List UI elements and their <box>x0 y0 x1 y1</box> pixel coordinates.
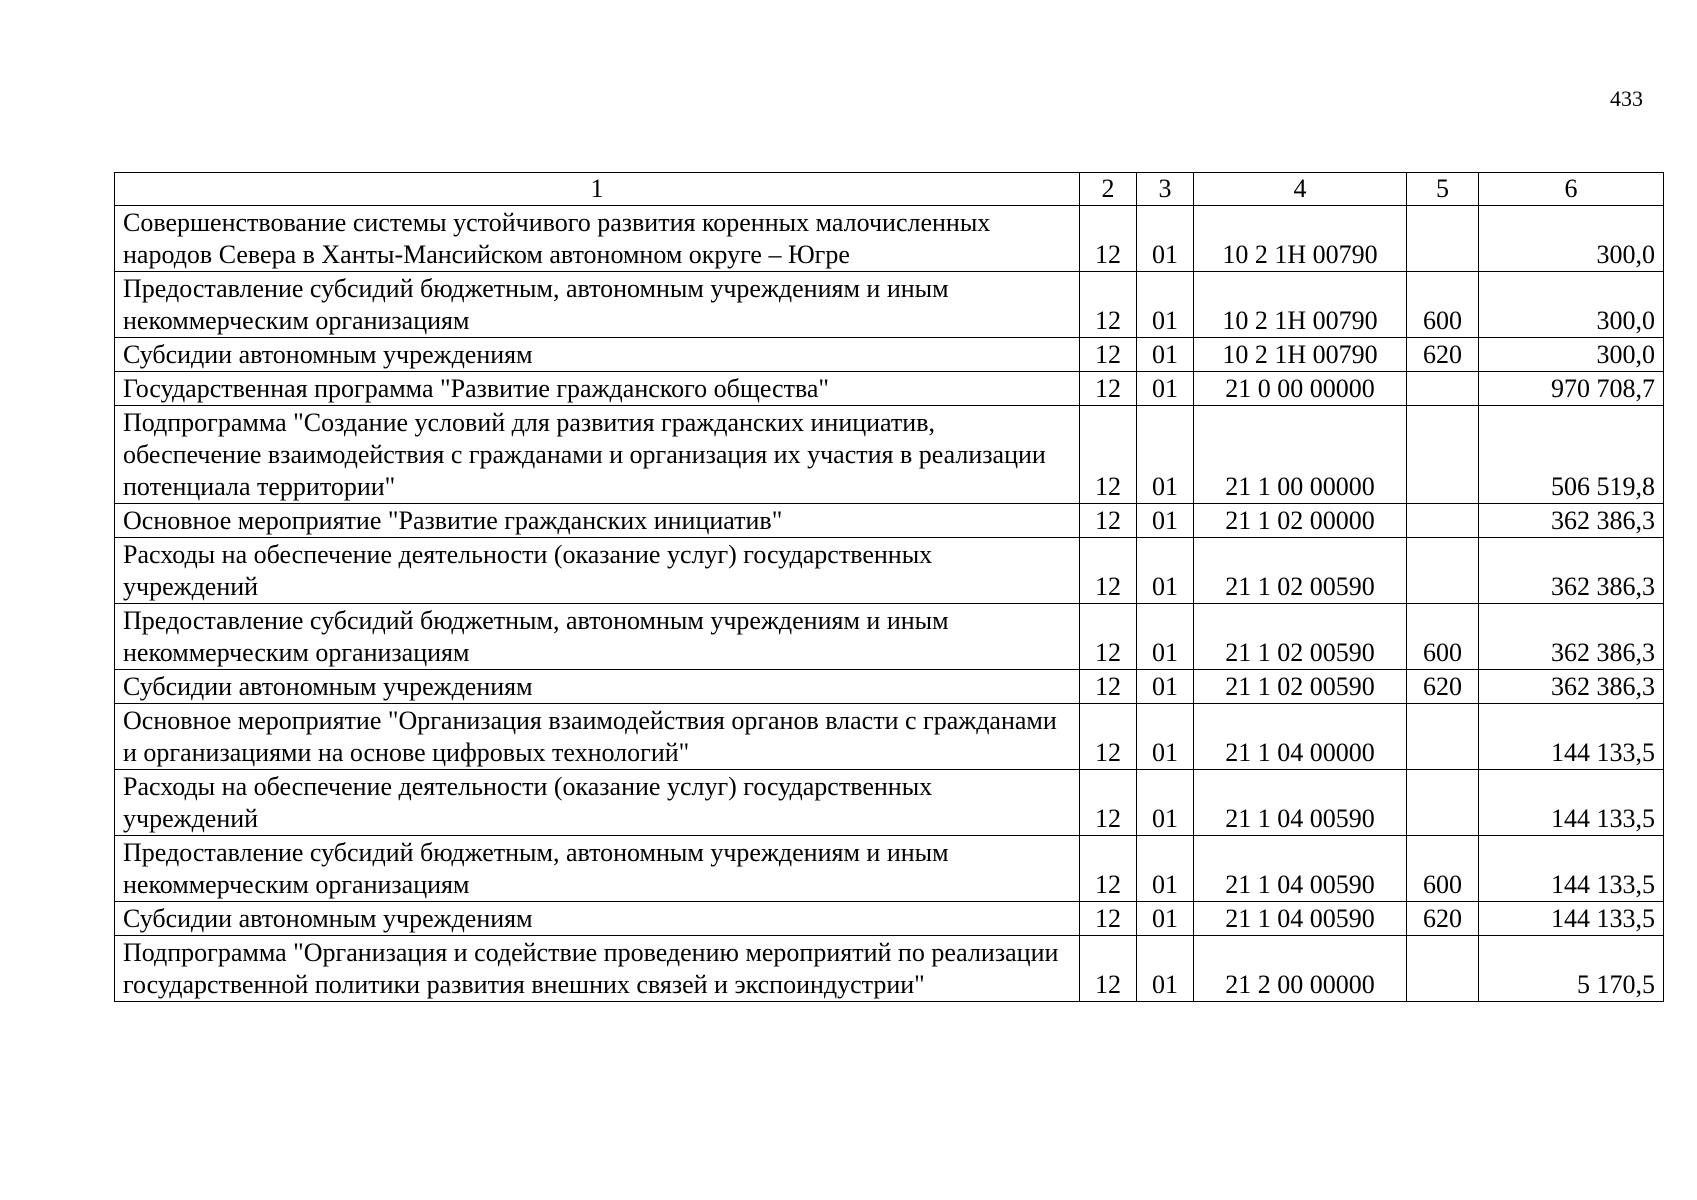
row-subsection: 01 <box>1137 902 1194 936</box>
row-code: 21 1 04 00590 <box>1194 770 1407 836</box>
row-section: 12 <box>1080 538 1137 604</box>
row-name: Государственная программа "Развитие гражданского общества" <box>115 372 1080 406</box>
row-amount: 300,0 <box>1479 206 1664 272</box>
table-row <box>115 338 1664 372</box>
table-row <box>115 604 1664 670</box>
row-name: Субсидии автономным учреждениям <box>115 670 1080 704</box>
row-section: 12 <box>1080 704 1137 770</box>
row-subsection: 01 <box>1137 372 1194 406</box>
row-section: 12 <box>1080 504 1137 538</box>
row-kind <box>1407 704 1479 770</box>
row-kind: 620 <box>1407 670 1479 704</box>
table-row <box>115 538 1664 604</box>
row-section: 12 <box>1080 604 1137 670</box>
row-amount: 970 708,7 <box>1479 372 1664 406</box>
row-kind <box>1407 504 1479 538</box>
header-col-4: 4 <box>1194 173 1407 206</box>
row-name: Совершенствование системы устойчивого развития коренных малочисленных народов Севера в Ханты-Мансийском автономном округе – Югре <box>115 206 1080 272</box>
row-subsection: 01 <box>1137 936 1194 1002</box>
row-section: 12 <box>1080 338 1137 372</box>
row-amount: 144 133,5 <box>1479 836 1664 902</box>
table-row <box>115 406 1664 504</box>
row-amount: 144 133,5 <box>1479 704 1664 770</box>
header-col-2: 2 <box>1080 173 1137 206</box>
row-subsection: 01 <box>1137 406 1194 504</box>
row-section: 12 <box>1080 836 1137 902</box>
row-subsection: 01 <box>1137 770 1194 836</box>
table-row <box>115 902 1664 936</box>
row-subsection: 01 <box>1137 704 1194 770</box>
row-kind <box>1407 538 1479 604</box>
row-amount: 144 133,5 <box>1479 770 1664 836</box>
row-subsection: 01 <box>1137 604 1194 670</box>
row-code: 21 1 02 00590 <box>1194 604 1407 670</box>
row-amount: 300,0 <box>1479 272 1664 338</box>
row-section: 12 <box>1080 936 1137 1002</box>
row-code: 21 0 00 00000 <box>1194 372 1407 406</box>
row-code: 21 1 04 00000 <box>1194 704 1407 770</box>
table-row <box>115 936 1664 1002</box>
header-col-3: 3 <box>1137 173 1194 206</box>
table-row <box>115 770 1664 836</box>
row-code: 21 2 00 00000 <box>1194 936 1407 1002</box>
row-name: Основное мероприятие "Организация взаимодействия органов власти с гражданами и организациями на основе цифровых технологий" <box>115 704 1080 770</box>
table-row <box>115 372 1664 406</box>
row-subsection: 01 <box>1137 338 1194 372</box>
row-code: 21 1 02 00590 <box>1194 538 1407 604</box>
page-number: 433 <box>1610 86 1643 111</box>
row-amount: 362 386,3 <box>1479 538 1664 604</box>
row-subsection: 01 <box>1137 538 1194 604</box>
row-name: Подпрограмма "Организация и содействие проведению мероприятий по реализации государственной политики развития внешних связей и экспоиндустрии" <box>115 936 1080 1002</box>
row-section: 12 <box>1080 902 1137 936</box>
row-section: 12 <box>1080 206 1137 272</box>
row-kind: 620 <box>1407 338 1479 372</box>
row-amount: 144 133,5 <box>1479 902 1664 936</box>
row-kind: 600 <box>1407 272 1479 338</box>
row-name: Расходы на обеспечение деятельности (оказание услуг) государственных учреждений <box>115 538 1080 604</box>
row-code: 21 1 02 00000 <box>1194 504 1407 538</box>
row-section: 12 <box>1080 770 1137 836</box>
row-kind <box>1407 770 1479 836</box>
row-kind <box>1407 206 1479 272</box>
row-amount: 362 386,3 <box>1479 604 1664 670</box>
row-amount: 362 386,3 <box>1479 670 1664 704</box>
row-name: Субсидии автономным учреждениям <box>115 338 1080 372</box>
row-kind: 620 <box>1407 902 1479 936</box>
row-kind <box>1407 936 1479 1002</box>
row-code: 10 2 1Н 00790 <box>1194 206 1407 272</box>
row-subsection: 01 <box>1137 206 1194 272</box>
row-name: Предоставление субсидий бюджетным, автономным учреждениям и иным некоммерческим организациям <box>115 836 1080 902</box>
row-amount: 506 519,8 <box>1479 406 1664 504</box>
row-section: 12 <box>1080 372 1137 406</box>
row-code: 21 1 04 00590 <box>1194 902 1407 936</box>
row-name: Основное мероприятие "Развитие гражданских инициатив" <box>115 504 1080 538</box>
table-row <box>115 504 1664 538</box>
row-section: 12 <box>1080 406 1137 504</box>
row-section: 12 <box>1080 272 1137 338</box>
row-name: Предоставление субсидий бюджетным, автономным учреждениям и иным некоммерческим организациям <box>115 604 1080 670</box>
row-section: 12 <box>1080 670 1137 704</box>
budget-table <box>114 172 1664 1002</box>
header-col-5: 5 <box>1407 173 1479 206</box>
table-row <box>115 836 1664 902</box>
table-row <box>115 206 1664 272</box>
row-name: Субсидии автономным учреждениям <box>115 902 1080 936</box>
row-name: Подпрограмма "Создание условий для развития гражданских инициатив, обеспечение взаимодействия с гражданами и организация их участия в реализации потенциала территории" <box>115 406 1080 504</box>
row-kind <box>1407 372 1479 406</box>
row-kind: 600 <box>1407 604 1479 670</box>
row-amount: 362 386,3 <box>1479 504 1664 538</box>
row-code: 21 1 02 00590 <box>1194 670 1407 704</box>
row-subsection: 01 <box>1137 670 1194 704</box>
row-code: 21 1 04 00590 <box>1194 836 1407 902</box>
row-code: 10 2 1Н 00790 <box>1194 272 1407 338</box>
row-subsection: 01 <box>1137 504 1194 538</box>
table-body <box>115 206 1664 1002</box>
row-subsection: 01 <box>1137 836 1194 902</box>
table-row <box>115 670 1664 704</box>
header-col-6: 6 <box>1479 173 1664 206</box>
table-row <box>115 272 1664 338</box>
header-row <box>115 173 1664 206</box>
row-name: Предоставление субсидий бюджетным, автономным учреждениям и иным некоммерческим организациям <box>115 272 1080 338</box>
row-kind <box>1407 406 1479 504</box>
row-amount: 300,0 <box>1479 338 1664 372</box>
row-amount: 5 170,5 <box>1479 936 1664 1002</box>
table-header <box>115 173 1664 206</box>
row-name: Расходы на обеспечение деятельности (оказание услуг) государственных учреждений <box>115 770 1080 836</box>
row-code: 10 2 1Н 00790 <box>1194 338 1407 372</box>
header-col-1: 1 <box>115 173 1080 206</box>
row-code: 21 1 00 00000 <box>1194 406 1407 504</box>
row-subsection: 01 <box>1137 272 1194 338</box>
row-kind: 600 <box>1407 836 1479 902</box>
table-row <box>115 704 1664 770</box>
